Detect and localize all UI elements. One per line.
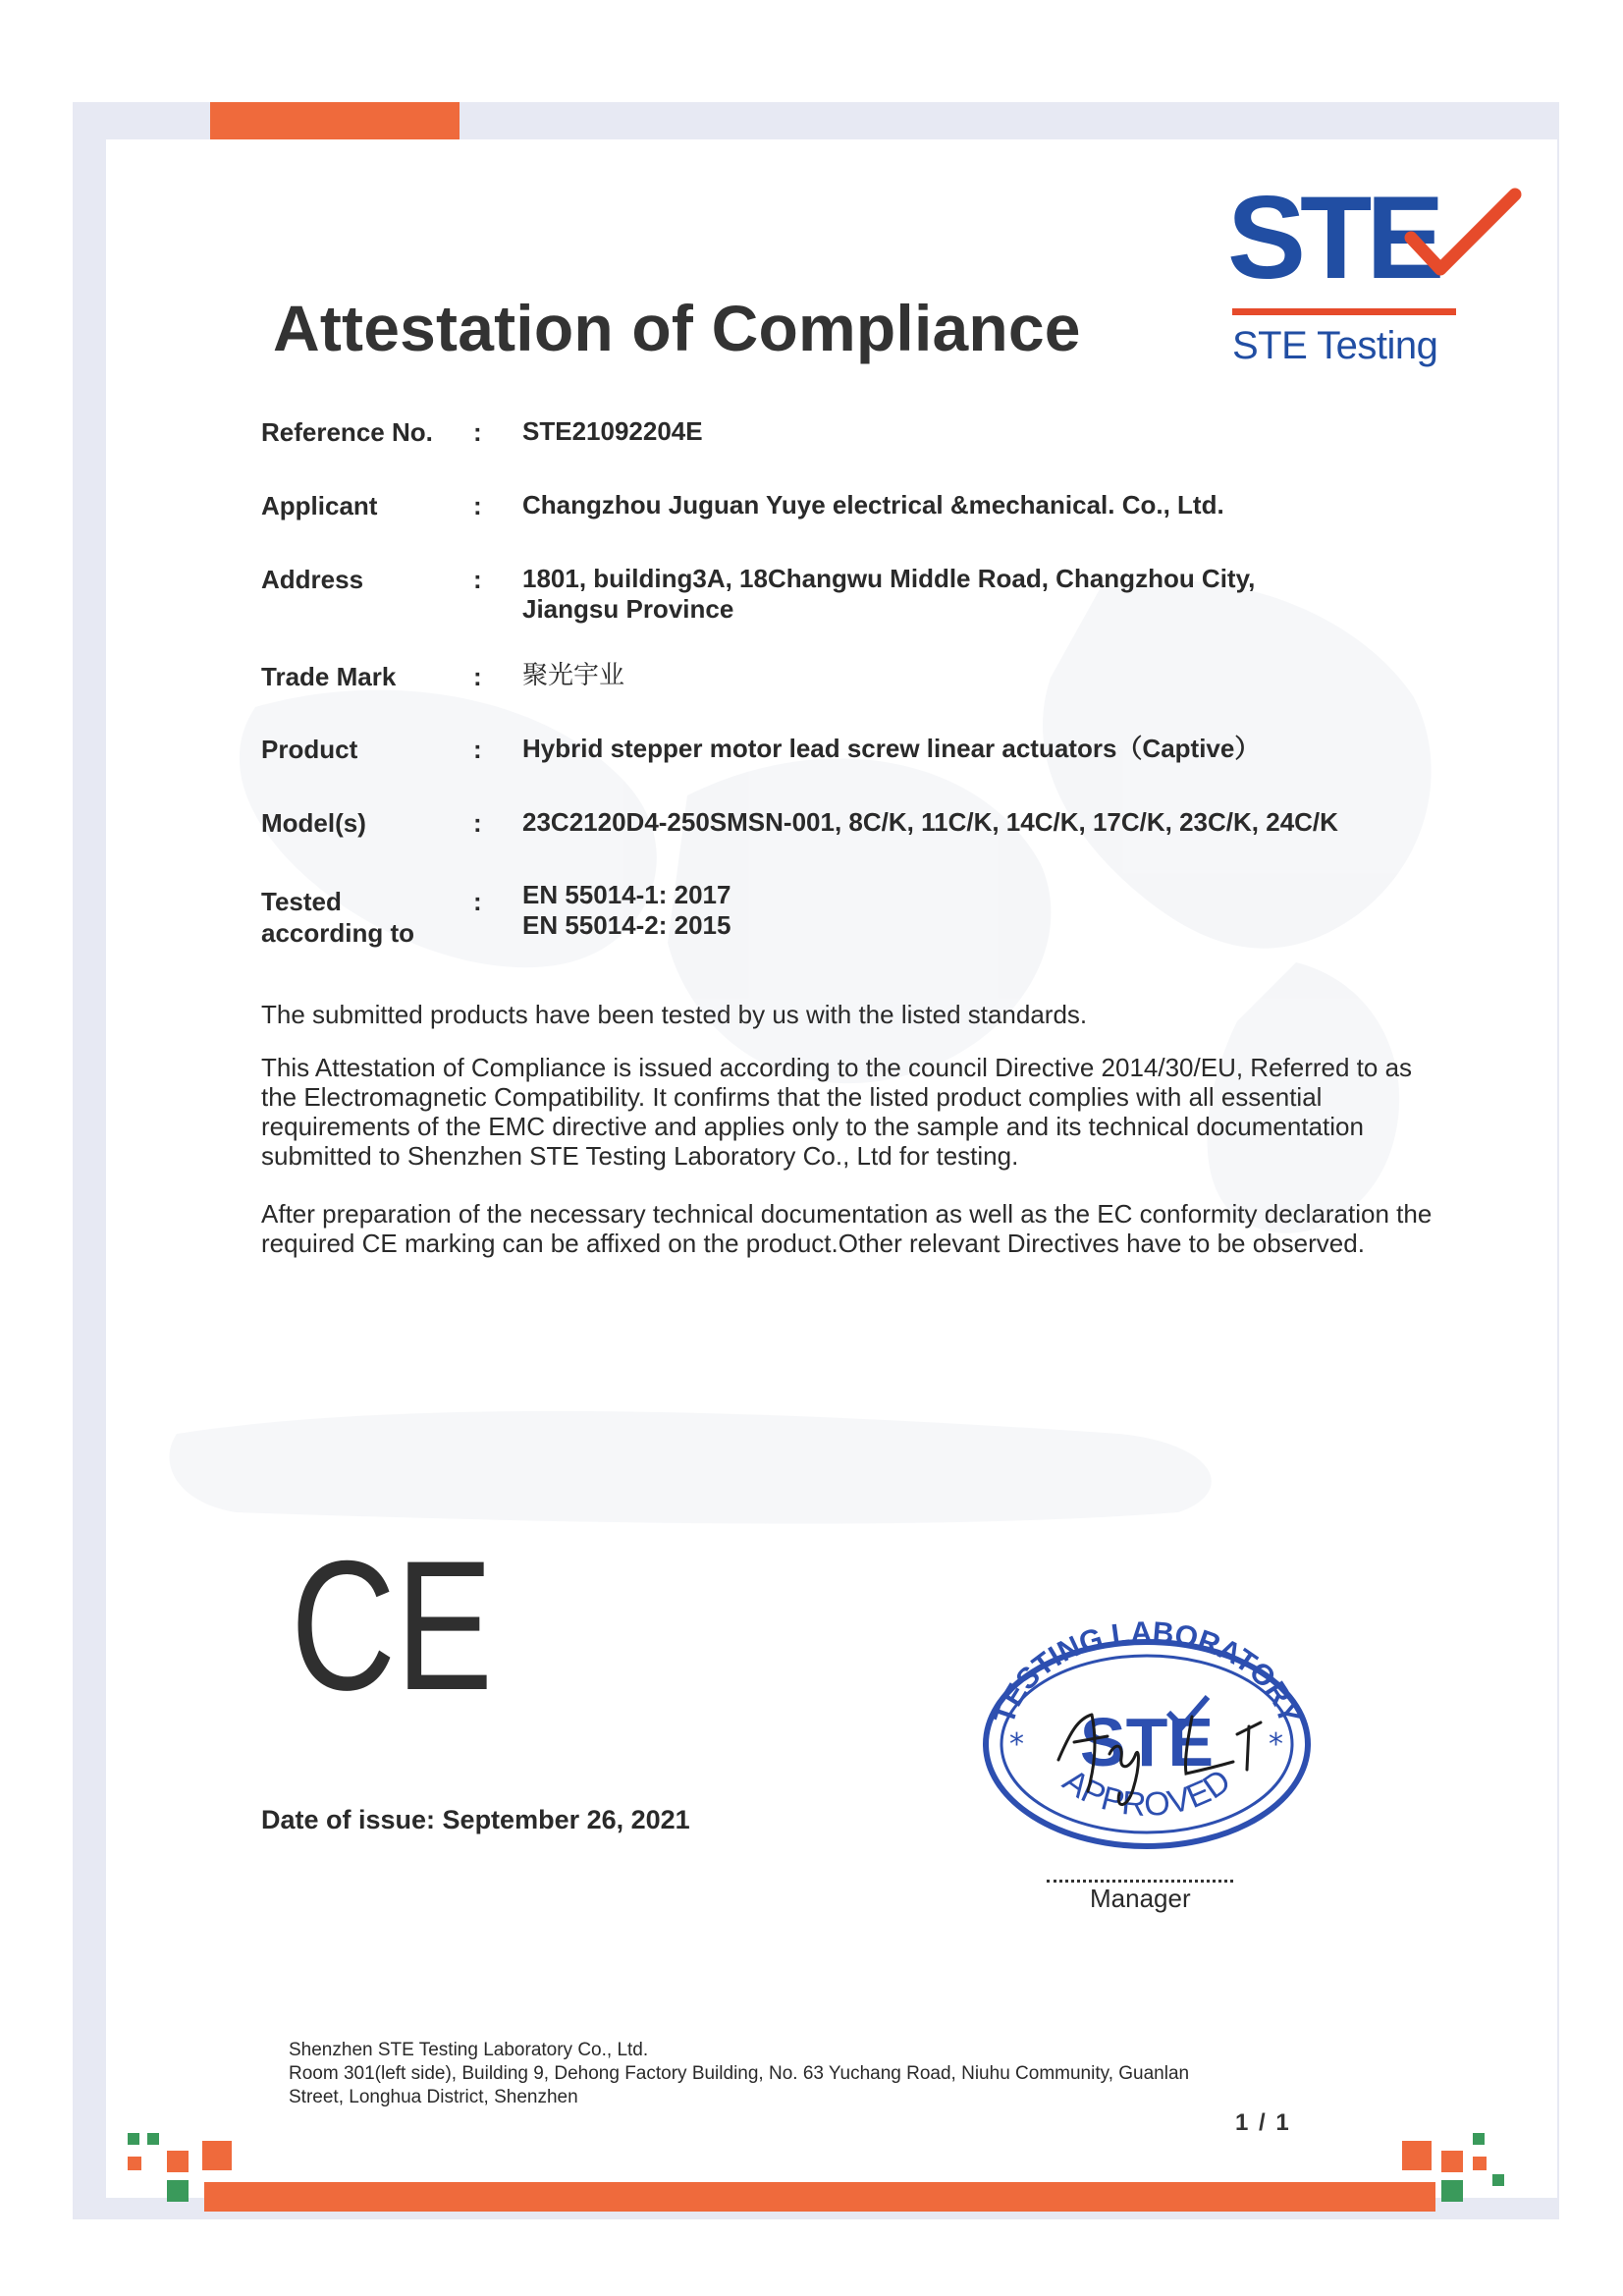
- footer-line-1: Shenzhen STE Testing Laboratory Co., Ltd.: [289, 2040, 649, 2060]
- tested-standards: [522, 880, 730, 941]
- paragraph-tested: The submitted products have been tested by us with the listed standards.: [261, 1000, 1088, 1029]
- product-colon: :: [473, 735, 482, 764]
- logo-wordmark: STE: [1227, 172, 1439, 303]
- reference-label: Reference No.: [261, 417, 433, 447]
- models-colon: :: [473, 808, 482, 838]
- reference-value: STE21092204E: [522, 416, 703, 446]
- address-colon: :: [473, 565, 482, 594]
- bottom-accent-bar: [204, 2182, 1435, 2212]
- applicant-label: Applicant: [261, 491, 378, 520]
- deco-square: [1473, 2157, 1487, 2170]
- signature-line: [1047, 1880, 1233, 1883]
- product-value: Hybrid stepper motor lead screw linear actuators（Captive）: [522, 734, 1261, 763]
- svg-text:*: *: [1009, 1727, 1024, 1762]
- applicant-colon: :: [473, 491, 482, 520]
- checkmark-icon: [1389, 187, 1522, 290]
- deco-square: [1473, 2133, 1485, 2145]
- stamp-top-text: TESTING LABORATORY: [988, 1616, 1306, 1728]
- logo-divider: [1232, 308, 1456, 315]
- deco-square: [128, 2133, 139, 2145]
- ce-mark-logo: [291, 1522, 497, 1728]
- deco-square: [202, 2141, 232, 2170]
- address-label: Address: [261, 565, 364, 594]
- product-label: Product: [261, 735, 358, 764]
- deco-square: [1441, 2180, 1463, 2202]
- tested-colon: :: [473, 887, 482, 916]
- page-number: 1 / 1: [1235, 2109, 1291, 2136]
- top-accent-tab: [210, 102, 460, 139]
- standard-2: EN 55014-2: 2015: [522, 910, 731, 940]
- approval-stamp: [976, 1616, 1318, 1852]
- stamp-bottom-text: APPROVED: [1055, 1762, 1238, 1825]
- tested-label-line-2: according to: [261, 918, 415, 948]
- address-value: [522, 564, 1255, 625]
- deco-square: [1402, 2141, 1432, 2170]
- svg-text:*: *: [1269, 1727, 1283, 1762]
- deco-square: [1492, 2174, 1504, 2186]
- tested-label: [261, 886, 414, 949]
- deco-square: [167, 2151, 189, 2172]
- trademark-label: Trade Mark: [261, 662, 397, 691]
- deco-square: [128, 2157, 141, 2170]
- lab-address: [289, 2039, 1271, 2109]
- footer-line-3: Street, Longhua District, Shenzhen: [289, 2087, 578, 2107]
- footer-line-2: Room 301(left side), Building 9, Dehong Factory Building, No. 63 Yuchang Road, Niuhu Community, Guanlan: [289, 2063, 1190, 2084]
- models-value: 23C2120D4-250SMSN-001, 8C/K, 11C/K, 14C/K, 17C/K, 23C/K, 24C/K: [522, 807, 1338, 837]
- date-of-issue: Date of issue: September 26, 2021: [261, 1805, 690, 1834]
- tested-label-line-1: Tested: [261, 887, 342, 916]
- paragraph-directive: This Attestation of Compliance is issued according to the council Directive 2014/30/EU, Referred to as the Electromagnetic Compatibility. It confirms that the listed product complies with all essential requirements of the EMC directive and applies only to the sample and its technical documentation submitted to Shenzhen STE Testing Laboratory Co., Ltd for testing.: [261, 1053, 1413, 1171]
- page-title: Attestation of Compliance: [273, 292, 1081, 364]
- ce-mark-text: CE: [291, 1522, 493, 1728]
- standard-1: EN 55014-1: 2017: [522, 880, 731, 909]
- ste-logo: [1227, 172, 1522, 375]
- applicant-value: Changzhou Juguan Yuye electrical &mechanical. Co., Ltd.: [522, 490, 1224, 519]
- trademark-value: 聚光宇业: [522, 661, 625, 690]
- models-label: Model(s): [261, 808, 366, 838]
- address-line-2: Jiangsu Province: [522, 594, 734, 624]
- stamp-center-text: STE: [1079, 1704, 1215, 1780]
- deco-square: [147, 2133, 159, 2145]
- reference-colon: :: [473, 417, 482, 447]
- deco-square: [167, 2180, 189, 2202]
- logo-caption: STE Testing: [1232, 324, 1438, 367]
- signatory-title: Manager: [1090, 1884, 1191, 1913]
- paragraph-ce-marking: After preparation of the necessary technical documentation as well as the EC conformity declaration the required CE marking can be affixed on the product.Other relevant Directives have to be observed.: [261, 1199, 1433, 1258]
- trademark-colon: :: [473, 662, 482, 691]
- deco-square: [1441, 2151, 1463, 2172]
- address-line-1: 1801, building3A, 18Changwu Middle Road, Changzhou City,: [522, 564, 1256, 593]
